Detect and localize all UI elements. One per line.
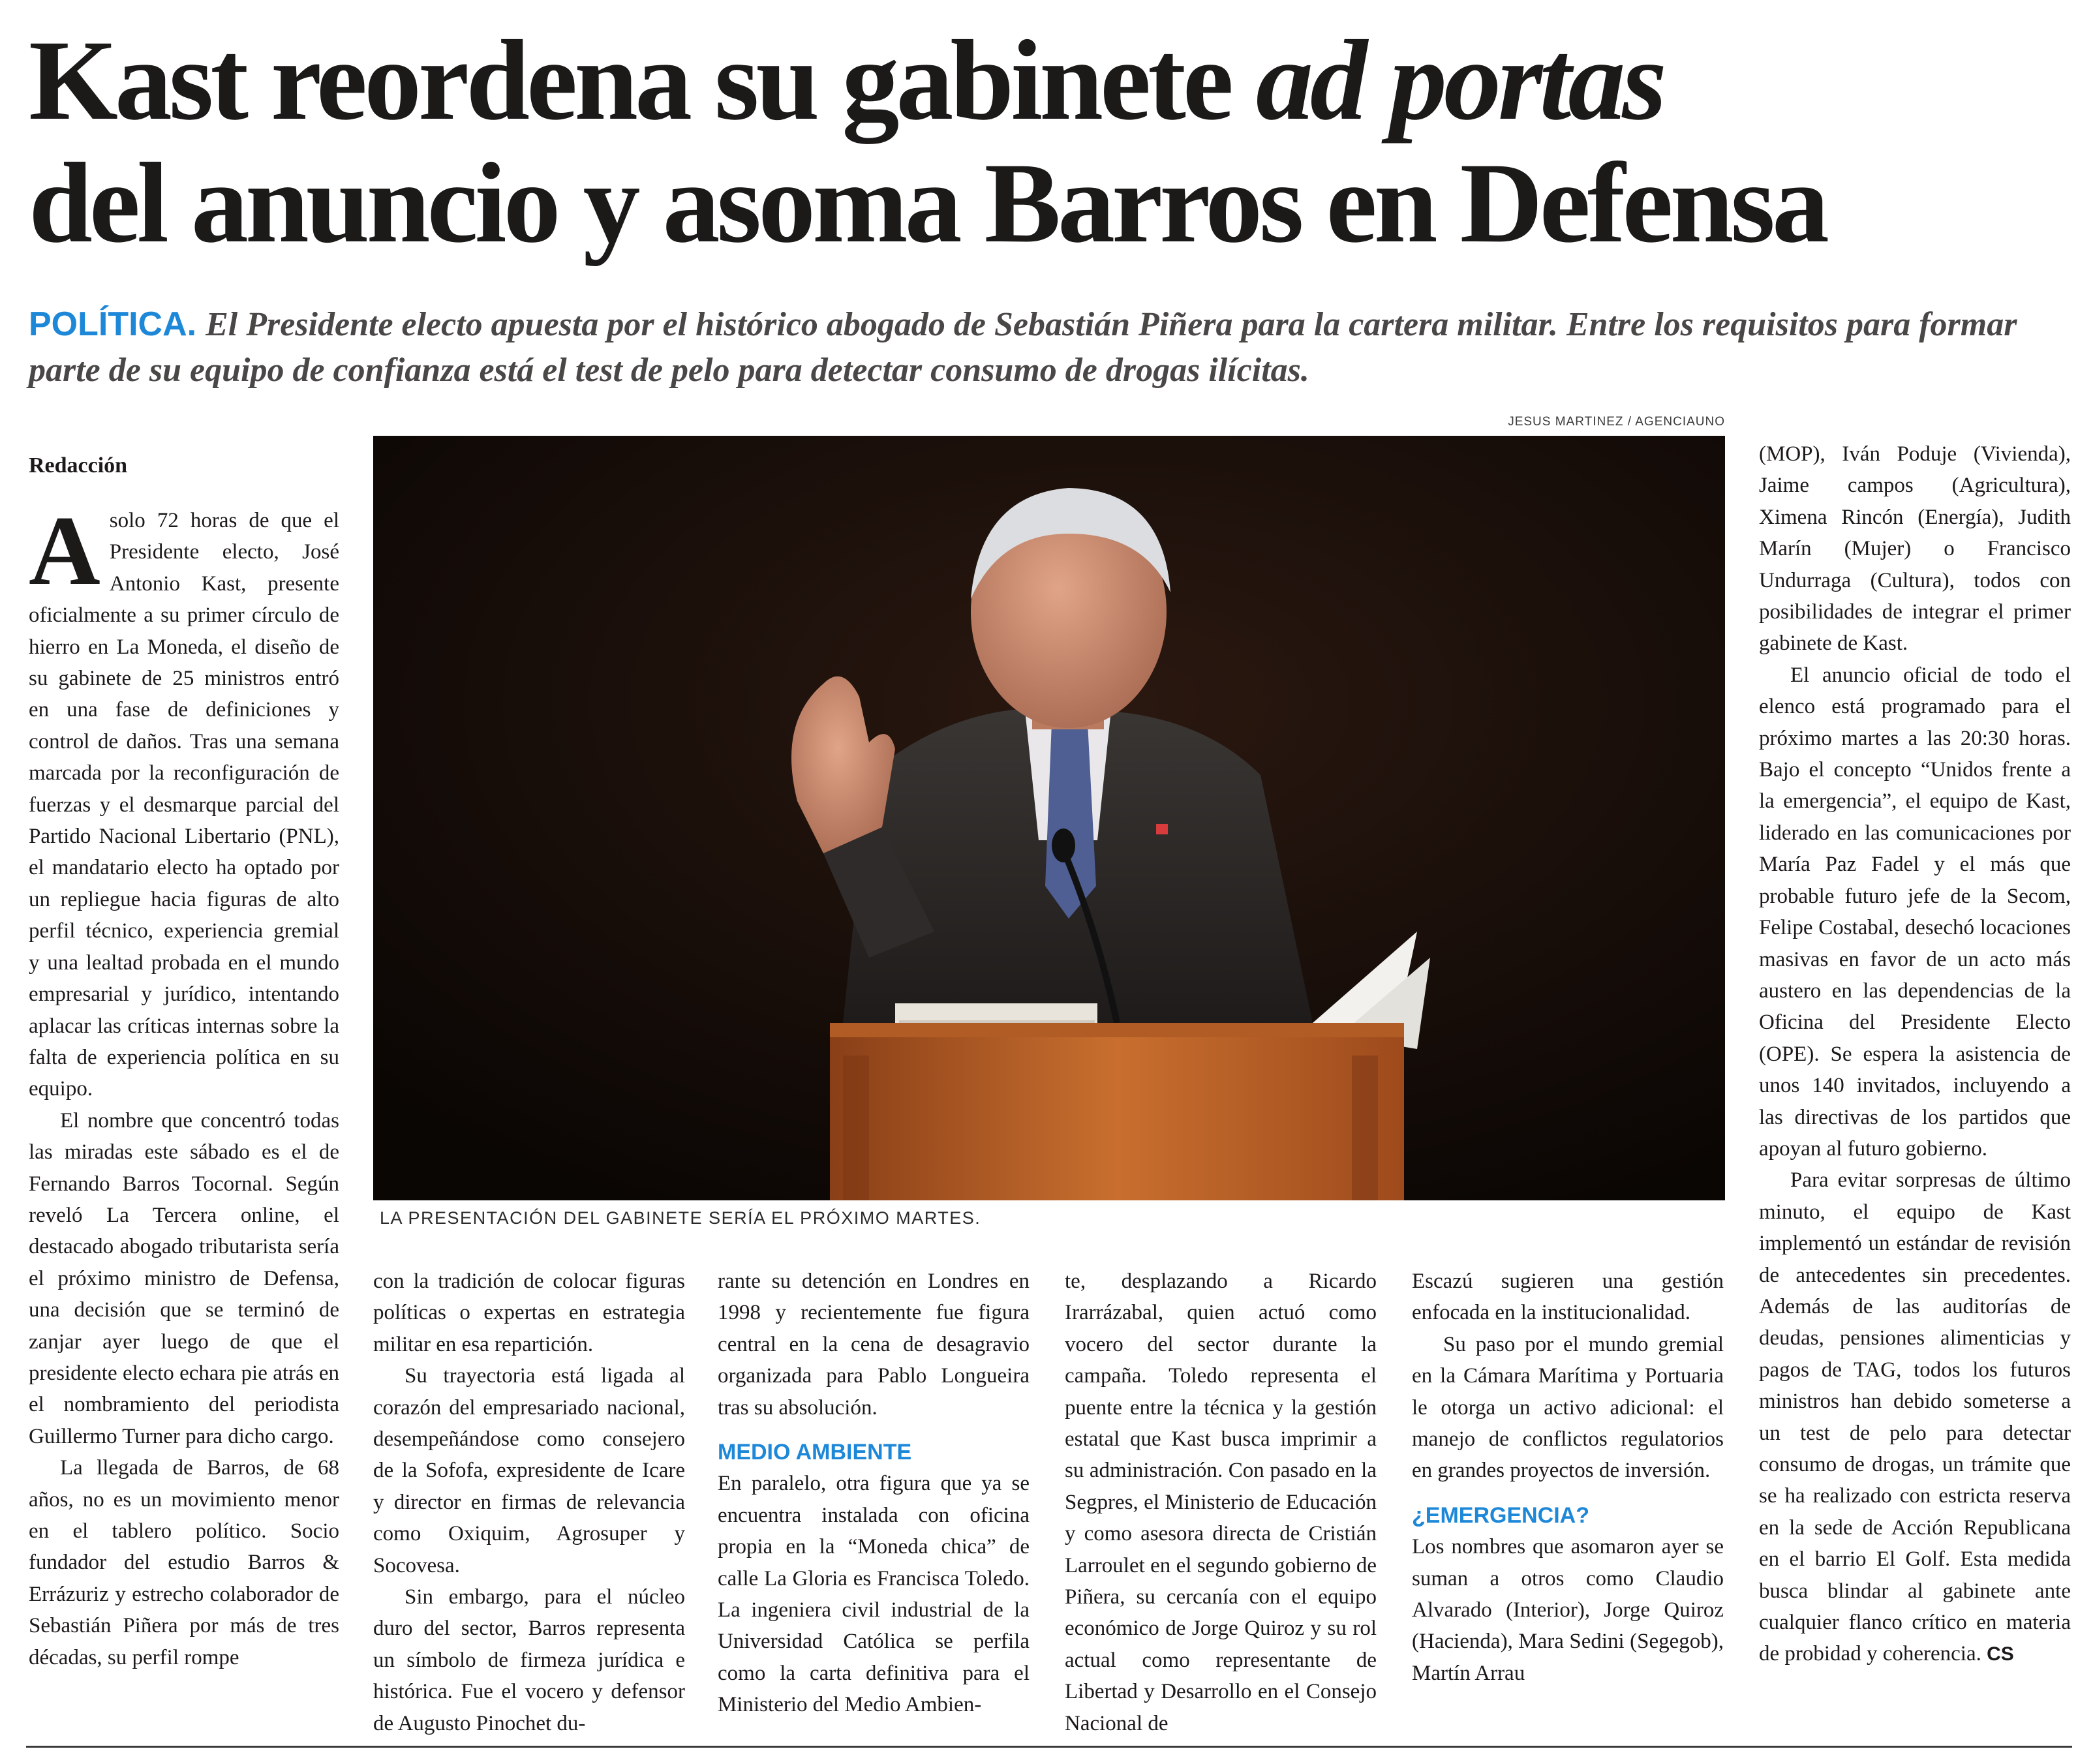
headline-line1: Kast reordena su gabinete [29, 17, 1256, 144]
paragraph [29, 496, 339, 1105]
paragraph: El anuncio oficial de todo el elenco está programado para el próximo martes a las 20:30 horas. Bajo el concepto “Unidos frente a la emergencia”, el equipo de Kast, liderado en las comunicaciones por María Paz Fadel y el más que probable futuro jefe de la Secom, Felipe Costabal, desechó locaciones masivas en favor de un acto más austero en las dependencias de la Oficina del Presidente Electo (OPE). Se espera la asistencia de unos 140 invitados, incluyendo a las directivas de los partidos que apoyan al futuro gobierno. [1759, 663, 2071, 1161]
photo-credit: JESUS MARTINEZ / AGENCIAUNO [1508, 415, 1725, 429]
paragraph: La llegada de Barros, de 68 años, no es un movimiento menor en el tablero político. Socio fundador del estudio Barros & Errázuriz y estrecho colaborador de Sebastián Piñera por más de tres décadas, su perfil rompe [29, 1456, 339, 1669]
article-column-3 [718, 1266, 1030, 1721]
bottom-rule [26, 1746, 2072, 1748]
article-column-5 [1412, 1266, 1724, 1689]
byline: Redacción [29, 453, 128, 478]
subheading-medio-ambiente: MEDIO AMBIENTE [718, 1440, 912, 1465]
end-mark-icon: CS [1987, 1643, 2014, 1665]
paragraph: Su paso por el mundo gremial en la Cámara Marítima y Portuaria le otorga un activo adicional: el manejo de conflictos regulatorios en grandes proyectos de inversión. [1412, 1332, 1724, 1483]
paragraph-text: Para evitar sorpresas de último minuto, el equipo de Kast implementó un estándar de revisión de antecedentes sin precedentes. Además de las auditorías de deudas, pensiones alimenticias y pagos de TAG, todos los futuros ministros han debido someterse a un test de pelo para detectar consumo de drogas, un trámite que se ha realizado con estricta reserva en la sede de Acción Republicana en el barrio El Golf. Esta medida busca blindar al gabinete ante cualquier flanco crítico en materia de probidad y coherencia. [1759, 1168, 2071, 1666]
paragraph: Los nombres que asomaron ayer se suman a otros como Claudio Alvarado (Interior), Jorge Quiroz (Hacienda), Mara Sedini (Segegob), Martín Arrau [1412, 1535, 1724, 1685]
dek-text: El Presidente electo apuesta por el histórico abogado de Sebastián Piñera para la cartera militar. Entre los requisitos para formar parte de su equipo de confianza está el test de pelo para detectar consumo de drogas ilícitas. [29, 306, 2017, 389]
headline-line2: del anuncio y asoma Barros en Defensa [29, 140, 1826, 267]
article-photo [373, 436, 1725, 1200]
article-column-6 [1759, 438, 2071, 1671]
drop-cap: A [29, 496, 100, 605]
paragraph: Escazú sugieren una gestión enfocada en la institucionalidad. [1412, 1270, 1724, 1325]
section-label: POLÍTICA. [29, 305, 197, 343]
paragraph [1759, 1164, 2071, 1671]
paragraph: El nombre que concentró todas las miradas este sábado es el de Fernando Barros Tocornal. Según reveló La Tercera online, el destacado abogado tributarista sería el próximo ministro de Defensa, una decisión que se terminó de zanjar ayer luego de que el presidente electo echara pie atrás en el nombramiento del periodista Guillermo Turner para dicho cargo. [29, 1108, 339, 1448]
headline [29, 17, 2077, 267]
speaker-at-podium-image [373, 436, 1725, 1200]
paragraph: rante su detención en Londres en 1998 y recientemente fue figura central en la cena de desagravio organizada para Pablo Longueira tras su absolución. [718, 1270, 1030, 1420]
dek [29, 301, 2025, 393]
paragraph: con la tradición de colocar figuras políticas o expertas en estrategia militar en esa repartición. [373, 1270, 685, 1356]
paragraph: Su trayectoria está ligada al corazón del empresariado nacional, desempeñándose como consejero de la Sofofa, expresidente de Icare y director en firmas de relevancia como Oxiquim, Agrosuper y Socovesa. [373, 1364, 685, 1577]
paragraph-text: solo 72 horas de que el Presidente electo, José Antonio Kast, presente oficialmente a su primer círculo de hierro en La Moneda, el diseño de su gabinete de 25 ministros entró en una fase de definiciones y control de daños. Tras una semana marcada por la reconfiguración de fuerzas y el desmarque parcial del Partido Nacional Libertario (PNL), el mandatario electo ha optado por un repliegue hacia figuras de alto perfil técnico, experiencia gremial y una lealtad probada en el mundo empresarial y jurídico, intentando aplacar las críticas internas sobre la falta de experiencia política en su equipo. [29, 509, 339, 1101]
paragraph: En paralelo, otra figura que ya se encuentra instalada con oficina propia en la “Moneda chica” de calle La Gloria es Francisca Toledo. La ingeniera civil industrial de la Universidad Católica se perfila como la carta definitiva para el Ministerio del Medio Ambien- [718, 1472, 1030, 1717]
paragraph: (MOP), Iván Poduje (Vivienda), Jaime campos (Agricultura), Ximena Rincón (Energía), Judith Marín (Mujer) o Francisco Undurraga (Cultura), todos con posibilidades de integrar el primer gabinete de Kast. [1759, 442, 2071, 656]
paragraph: Sin embargo, para el núcleo duro del sector, Barros representa un símbolo de firmeza jurídica e histórica. Fue el vocero y defensor de Augusto Pinochet du- [373, 1585, 685, 1735]
subheading-emergencia: ¿EMERGENCIA? [1412, 1502, 1589, 1528]
photo-caption: LA PRESENTACIÓN DEL GABINETE SERÍA EL PRÓXIMO MARTES. [380, 1208, 981, 1228]
paragraph: te, desplazando a Ricardo Irarrázabal, quien actuó como vocero del sector durante la campaña. Toledo representa el puente entre la técnica y la gestión estatal que Kast busca imprimir a su administración. Con pasado en la Segpres, el Ministerio de Educación y como asesora directa de Cristián Larroulet en el segundo gobierno de Piñera, su cercanía con el equipo económico de Jorge Quiroz y su rol actual como representante de Libertad y Desarrollo en el Consejo Nacional de [1065, 1270, 1377, 1735]
headline-italic: ad portas [1255, 17, 1664, 144]
article-column-1 [29, 450, 339, 1673]
article-column-4 [1065, 1266, 1377, 1739]
article-column-2 [373, 1266, 685, 1739]
